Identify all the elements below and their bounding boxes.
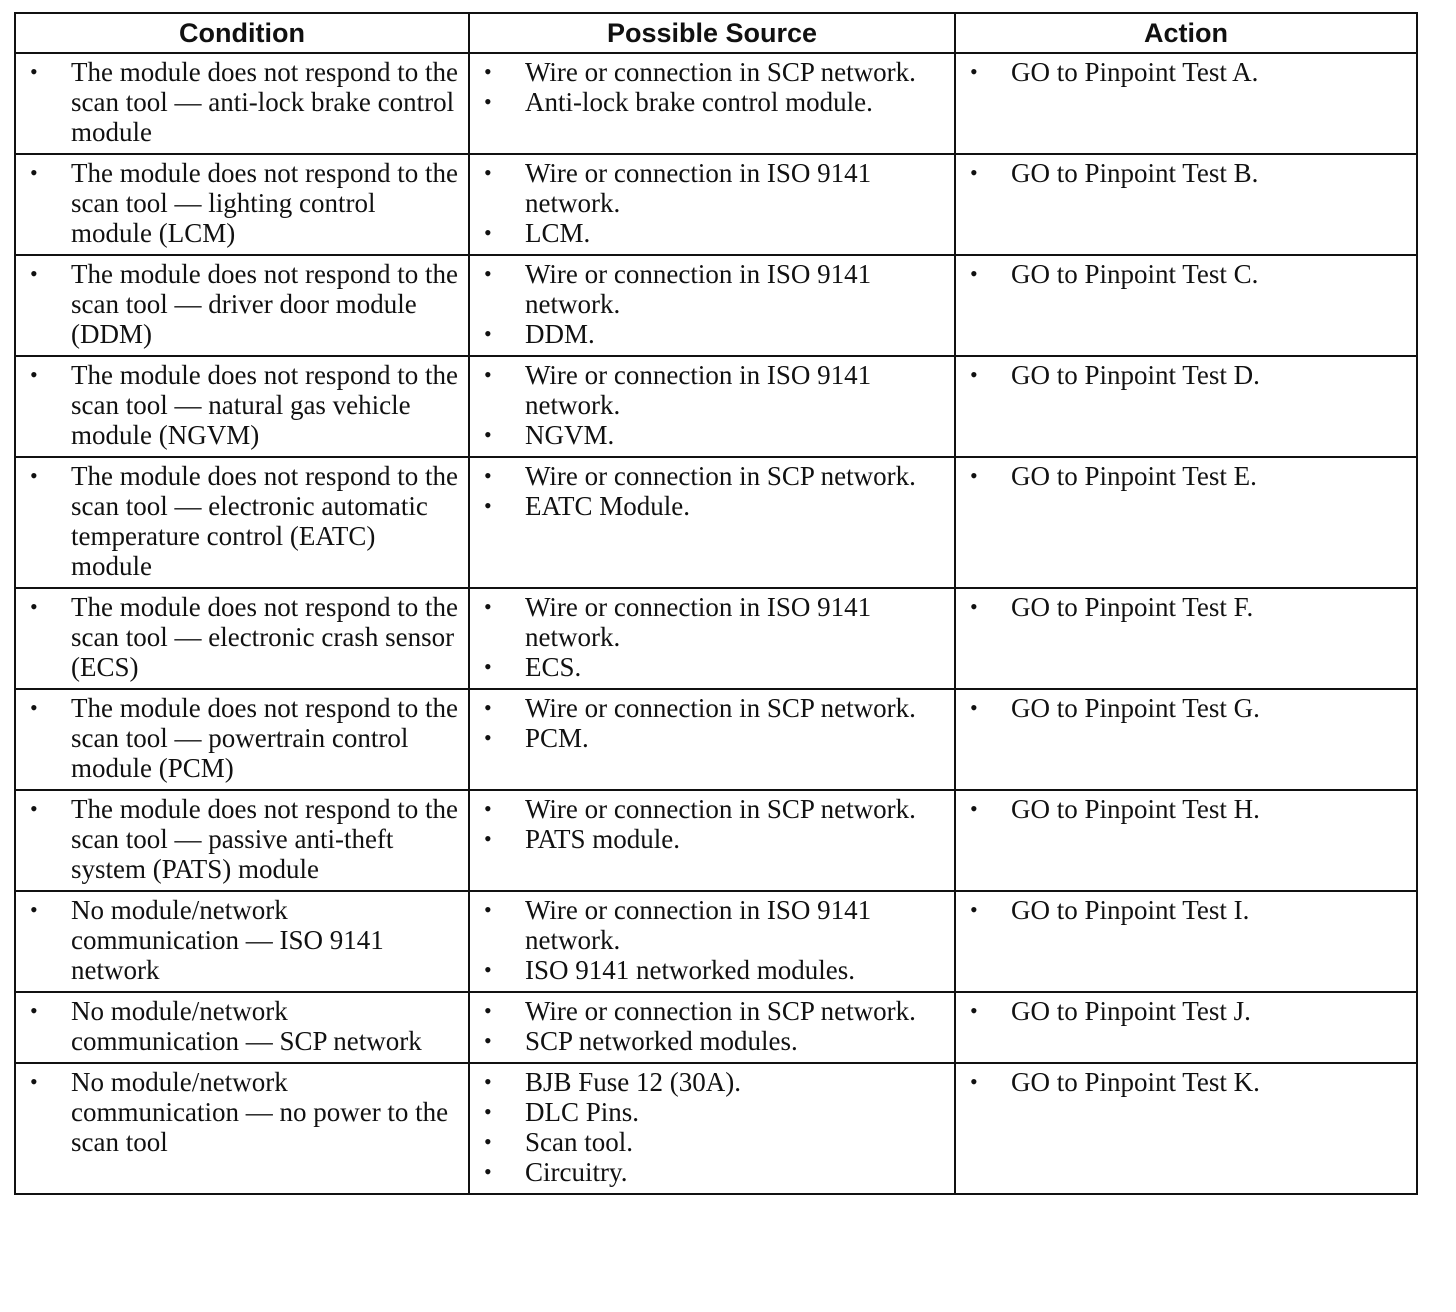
action-list xyxy=(956,155,1416,194)
condition-cell xyxy=(15,588,469,689)
header-row xyxy=(15,13,1417,53)
condition-text: • The module does not respond to the scan tool — electronic crash sensor (ECS) xyxy=(16,592,460,682)
action-list xyxy=(956,993,1416,1032)
condition-text: • The module does not respond to the scan tool — electronic automatic temperature control (EATC) module xyxy=(16,461,460,581)
action-text: • GO to Pinpoint Test G. xyxy=(956,693,1408,723)
action-cell xyxy=(955,689,1417,790)
possible-source-cell xyxy=(469,154,955,255)
action-list xyxy=(956,791,1416,830)
condition-cell xyxy=(15,790,469,891)
table-row xyxy=(15,1063,1417,1194)
condition-cell xyxy=(15,1063,469,1194)
possible-source-list xyxy=(470,993,954,1062)
condition-list xyxy=(16,458,468,587)
table-row xyxy=(15,992,1417,1063)
possible-source-cell xyxy=(469,457,955,588)
condition-cell xyxy=(15,891,469,992)
action-text: • GO to Pinpoint Test A. xyxy=(956,57,1408,87)
table-row xyxy=(15,588,1417,689)
action-cell xyxy=(955,356,1417,457)
possible-source-item: • DLC Pins. xyxy=(470,1097,946,1127)
possible-source-item: • Scan tool. xyxy=(470,1127,946,1157)
diagnostic-table xyxy=(14,12,1418,1195)
possible-source-list xyxy=(470,458,954,527)
possible-source-list xyxy=(470,791,954,860)
possible-source-list xyxy=(470,256,954,355)
condition-cell xyxy=(15,457,469,588)
possible-source-item: • EATC Module. xyxy=(470,491,946,521)
action-text: • GO to Pinpoint Test H. xyxy=(956,794,1408,824)
possible-source-list xyxy=(470,690,954,759)
action-cell xyxy=(955,588,1417,689)
action-cell xyxy=(955,992,1417,1063)
possible-source-cell xyxy=(469,790,955,891)
action-list xyxy=(956,54,1416,93)
possible-source-cell xyxy=(469,891,955,992)
possible-source-list xyxy=(470,155,954,254)
possible-source-item: • Wire or connection in ISO 9141 network. xyxy=(470,895,946,955)
possible-source-list xyxy=(470,589,954,688)
possible-source-item: • Circuitry. xyxy=(470,1157,946,1187)
possible-source-cell xyxy=(469,992,955,1063)
action-text: • GO to Pinpoint Test D. xyxy=(956,360,1408,390)
condition-list xyxy=(16,791,468,890)
condition-cell xyxy=(15,255,469,356)
condition-list xyxy=(16,1064,468,1163)
possible-source-item: • Wire or connection in SCP network. xyxy=(470,693,946,723)
possible-source-cell xyxy=(469,53,955,154)
table-row xyxy=(15,790,1417,891)
table-row xyxy=(15,891,1417,992)
condition-cell xyxy=(15,689,469,790)
possible-source-item: • Wire or connection in ISO 9141 network. xyxy=(470,158,946,218)
possible-source-cell xyxy=(469,356,955,457)
possible-source-cell xyxy=(469,1063,955,1194)
table-row xyxy=(15,255,1417,356)
condition-cell xyxy=(15,53,469,154)
action-text: • GO to Pinpoint Test E. xyxy=(956,461,1408,491)
condition-cell xyxy=(15,154,469,255)
possible-source-item: • NGVM. xyxy=(470,420,946,450)
action-text: • GO to Pinpoint Test B. xyxy=(956,158,1408,188)
condition-list xyxy=(16,256,468,355)
possible-source-item: • Wire or connection in SCP network. xyxy=(470,996,946,1026)
action-list xyxy=(956,458,1416,497)
action-cell xyxy=(955,790,1417,891)
action-cell xyxy=(955,255,1417,356)
possible-source-item: • BJB Fuse 12 (30A). xyxy=(470,1067,946,1097)
table-row xyxy=(15,356,1417,457)
action-cell xyxy=(955,154,1417,255)
possible-source-list xyxy=(470,1064,954,1193)
action-list xyxy=(956,589,1416,628)
action-list xyxy=(956,892,1416,931)
condition-text: • The module does not respond to the scan tool — natural gas vehicle module (NGVM) xyxy=(16,360,460,450)
possible-source-item: • Wire or connection in SCP network. xyxy=(470,461,946,491)
action-list xyxy=(956,690,1416,729)
possible-source-item: • Anti-lock brake control module. xyxy=(470,87,946,117)
table-row xyxy=(15,154,1417,255)
condition-text: • The module does not respond to the scan tool — powertrain control module (PCM) xyxy=(16,693,460,783)
possible-source-item: • Wire or connection in ISO 9141 network. xyxy=(470,592,946,652)
condition-text: • The module does not respond to the scan tool — passive anti-theft system (PATS) module xyxy=(16,794,460,884)
possible-source-item: • Wire or connection in ISO 9141 network. xyxy=(470,360,946,420)
possible-source-item: • SCP networked modules. xyxy=(470,1026,946,1056)
condition-cell xyxy=(15,356,469,457)
condition-list xyxy=(16,892,468,991)
condition-text: • No module/network communication — ISO 9141 network xyxy=(16,895,460,985)
action-list xyxy=(956,256,1416,295)
condition-list xyxy=(16,155,468,254)
condition-text: • No module/network communication — no power to the scan tool xyxy=(16,1067,460,1157)
action-text: • GO to Pinpoint Test F. xyxy=(956,592,1408,622)
condition-list xyxy=(16,589,468,688)
action-list xyxy=(956,1064,1416,1103)
possible-source-item: • Wire or connection in SCP network. xyxy=(470,794,946,824)
table-row xyxy=(15,53,1417,154)
possible-source-item: • ECS. xyxy=(470,652,946,682)
condition-text: • The module does not respond to the scan tool — driver door module (DDM) xyxy=(16,259,460,349)
possible-source-item: • Wire or connection in ISO 9141 network. xyxy=(470,259,946,319)
condition-cell xyxy=(15,992,469,1063)
possible-source-item: • PATS module. xyxy=(470,824,946,854)
action-text: • GO to Pinpoint Test I. xyxy=(956,895,1408,925)
condition-text: • The module does not respond to the scan tool — anti-lock brake control module xyxy=(16,57,460,147)
possible-source-item: • ISO 9141 networked modules. xyxy=(470,955,946,985)
possible-source-list xyxy=(470,54,954,123)
header-condition: Condition xyxy=(15,13,469,53)
header-possible-source: Possible Source xyxy=(469,13,955,53)
possible-source-cell xyxy=(469,588,955,689)
possible-source-list xyxy=(470,357,954,456)
table-body xyxy=(15,53,1417,1194)
action-text: • GO to Pinpoint Test K. xyxy=(956,1067,1408,1097)
condition-list xyxy=(16,690,468,789)
possible-source-item: • Wire or connection in SCP network. xyxy=(470,57,946,87)
table-row xyxy=(15,457,1417,588)
action-text: • GO to Pinpoint Test J. xyxy=(956,996,1408,1026)
possible-source-item: • DDM. xyxy=(470,319,946,349)
action-text: • GO to Pinpoint Test C. xyxy=(956,259,1408,289)
condition-list xyxy=(16,357,468,456)
header-action: Action xyxy=(955,13,1417,53)
action-cell xyxy=(955,1063,1417,1194)
condition-list xyxy=(16,54,468,153)
possible-source-list xyxy=(470,892,954,991)
possible-source-cell xyxy=(469,255,955,356)
possible-source-item: • PCM. xyxy=(470,723,946,753)
action-cell xyxy=(955,891,1417,992)
condition-text: • No module/network communication — SCP network xyxy=(16,996,460,1056)
action-cell xyxy=(955,457,1417,588)
condition-list xyxy=(16,993,468,1062)
possible-source-cell xyxy=(469,689,955,790)
condition-text: • The module does not respond to the scan tool — lighting control module (LCM) xyxy=(16,158,460,248)
table-row xyxy=(15,689,1417,790)
action-cell xyxy=(955,53,1417,154)
possible-source-item: • LCM. xyxy=(470,218,946,248)
action-list xyxy=(956,357,1416,396)
